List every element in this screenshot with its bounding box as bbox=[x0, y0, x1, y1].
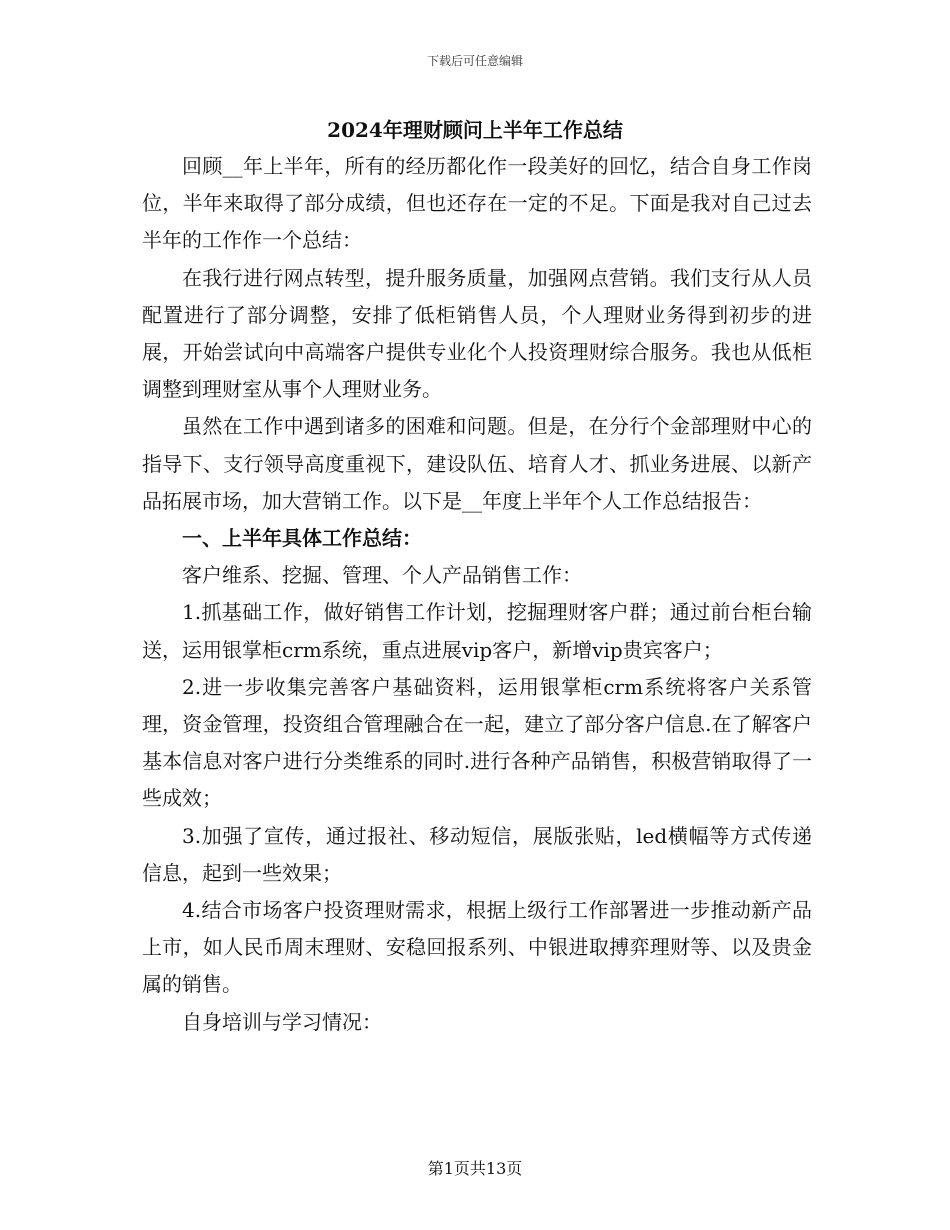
list-item-1: 1.抓基础工作，做好销售工作计划，挖掘理财客户群；通过前台柜台输送，运用银掌柜crm系统，重点进展vip客户，新增vip贵宾客户； bbox=[142, 600, 812, 662]
paragraph-customer-work: 客户维系、挖掘、管理、个人产品销售工作： bbox=[182, 563, 582, 588]
list-item-2: 2.进一步收集完善客户基础资料，运用银掌柜crm系统将客户关系管理，资金管理，投资组合管理融合在一起，建立了部分客户信息.在了解客户基本信息对客户进行分类维系的同时.进行各种产品销售，积极营销取得了一些成效； bbox=[142, 674, 812, 811]
list-item-3: 3.加强了宣传，通过报社、移动短信，展版张贴，led横幅等方式传递信息，起到一些效果； bbox=[142, 823, 812, 885]
paragraph-training: 自身培训与学习情况： bbox=[182, 1009, 382, 1034]
list-item-4: 4.结合市场客户投资理财需求，根据上级行工作部署进一步推动新产品上市，如人民币周末理财、安稳回报系列、中银进取搏弈理财等、以及贵金属的销售。 bbox=[142, 898, 812, 997]
document-body bbox=[142, 148, 812, 1041]
paragraph-intro: 回顾__年上半年，所有的经历都化作一段美好的回忆，结合自身工作岗位，半年来取得了部分成绩，但也还存在一定的不足。下面是我对自己过去半年的工作作一个总结： bbox=[142, 154, 812, 253]
page-number: 第1页共13页 bbox=[427, 1159, 523, 1178]
document-title: 2024年理财顾问上半年工作总结 bbox=[327, 118, 623, 142]
paragraph-difficulties: 虽然在工作中遇到诸多的困难和问题。但是，在分行个金部理财中心的指导下、支行领导高度重视下，建设队伍、培育人才、抓业务进展、以新产品拓展市场，加大营销工作。以下是__年度上半年个人工作总结报告： bbox=[142, 414, 812, 513]
paragraph-transformation: 在我行进行网点转型，提升服务质量，加强网点营销。我们支行从人员配置进行了部分调整，安排了低柜销售人员，个人理财业务得到初步的进展，开始尝试向中高端客户提供专业化个人投资理财综合服务。我也从低柜调整到理财室从事个人理财业务。 bbox=[142, 265, 812, 402]
section-heading-1: 一、上半年具体工作总结： bbox=[182, 526, 422, 551]
download-note: 下载后可任意编辑 bbox=[426, 54, 523, 68]
